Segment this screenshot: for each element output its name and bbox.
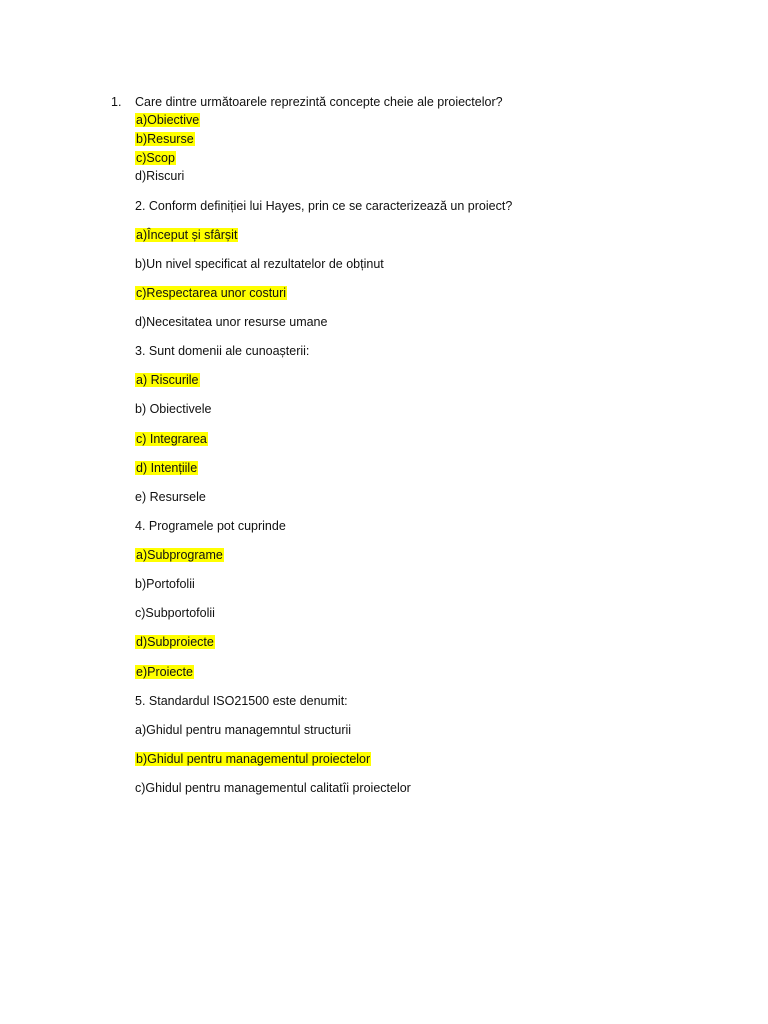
q2-answer-c xyxy=(135,284,287,302)
q4-answer-d xyxy=(135,633,215,651)
q3-answer-a xyxy=(135,371,200,389)
highlight: c)Scop xyxy=(136,151,175,165)
q5-answer-a: a)Ghidul pentru managemntul structurii xyxy=(135,723,352,737)
q1-answer-b xyxy=(135,130,195,148)
q3-answer-e: e) Resursele xyxy=(135,490,206,504)
highlight: b)Ghidul pentru managementul proiectelor xyxy=(136,752,371,766)
highlight: a)Început și sfârșit xyxy=(136,228,238,242)
q4-answer-b: b)Portofolii xyxy=(135,577,195,591)
q5-answer-b xyxy=(135,750,371,768)
q4-answer-c: c)Subportofolii xyxy=(135,606,215,620)
q4-answer-e xyxy=(135,663,194,681)
q2-text: 2. Conform definiției lui Hayes, prin ce se caracterizează un proiect? xyxy=(135,199,513,213)
q2-answer-a xyxy=(135,226,238,244)
q2-answer-b: b)Un nivel specificat al rezultatelor de obținut xyxy=(135,257,384,271)
q3-answer-b: b) Obiectivele xyxy=(135,402,212,416)
q3-answer-c xyxy=(135,430,208,448)
highlight: d) Intențiile xyxy=(136,461,198,475)
highlight: a)Obiective xyxy=(136,113,200,127)
q5-text: 5. Standardul ISO21500 este denumit: xyxy=(135,694,348,708)
q3-text: 3. Sunt domenii ale cunoașterii: xyxy=(135,344,310,358)
q1-answer-d: d)Riscuri xyxy=(135,169,185,183)
q1-number: 1. xyxy=(111,95,122,109)
highlight: c)Respectarea unor costuri xyxy=(136,286,287,300)
q1-answer-c xyxy=(135,149,176,167)
highlight: b)Resurse xyxy=(136,132,194,146)
highlight: c) Integrarea xyxy=(136,432,207,446)
q1-text: Care dintre următoarele reprezintă concepte cheie ale proiectelor? xyxy=(135,95,503,109)
q3-answer-d xyxy=(135,459,198,477)
q1-answer-a xyxy=(135,111,200,129)
q4-answer-a xyxy=(135,546,224,564)
q4-text: 4. Programele pot cuprinde xyxy=(135,519,286,533)
highlight: a) Riscurile xyxy=(136,373,199,387)
q5-answer-c: c)Ghidul pentru managementul calitatîi proiectelor xyxy=(135,781,411,795)
q2-answer-d: d)Necesitatea unor resurse umane xyxy=(135,315,328,329)
highlight: a)Subprograme xyxy=(136,548,223,562)
highlight: d)Subproiecte xyxy=(136,635,214,649)
highlight: e)Proiecte xyxy=(136,665,193,679)
